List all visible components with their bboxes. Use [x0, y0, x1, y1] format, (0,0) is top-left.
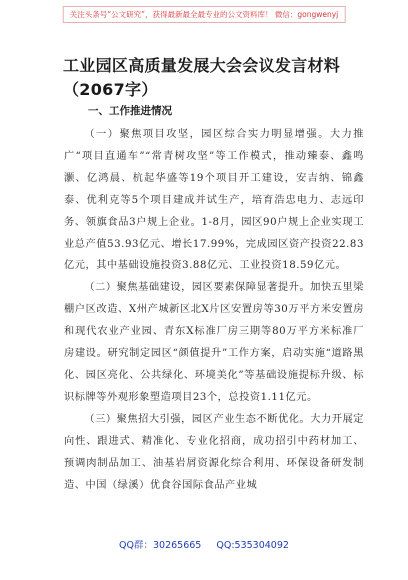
paragraph-project-focus: （一）聚焦项目攻坚，园区综合实力明显增强。大力推广“项目直通车”“常青树攻坚”等工作模式，推动臻泰、鑫鸣灏、亿鸿晨、杭起华盛等19个项目开工建设，安吉纳、锦鑫泰、优利克等5个项目建成并试生产，培育浩忠电力、志远印务、领旗食品3户规上企业。1-8月，园区90户规上企业实现工业总产值53.93亿元、增长17.99%，完成园区资产投资22.83亿元，其中基础设施投资3.88亿元、工业投资18.59亿元。 — [64, 129, 364, 272]
section-heading: 一、工作推进情况 — [88, 105, 172, 117]
contact-footer — [0, 537, 408, 551]
promo-banner: 关注头条号“公文研究”，获得最新最全最专业的公文资料库！ 微信：gongwenyj — [63, 6, 346, 23]
paragraph-infrastructure: （二）聚焦基础建设，园区要素保障显著提升。加快五里梁棚户区改造、X州产城新区北X片区安置房等30万平方米安置房和现代农业产业园、青东X标准厂房三期等80万平方米标准厂房建设。研究制定园区“颜值提升”工作方案，启动实施“道路黑化、园区亮化、公共绿化、环境美化”等基础设施提标升级、标识标牌等外观形象塑造项目23个，总投资1.11亿元。 — [64, 282, 364, 403]
qq-text: QQ:535304092 — [216, 540, 289, 551]
paragraph-investment: （三）聚焦招大引强，园区产业生态不断优化。大力开展定向性、跟进式、精准化、专业化招商，成功招引中药材加工、预调肉制品加工、油基岩屑资源化综合利用、环保设备研发制造、中国（绿溪）优食谷国际食品产业城 — [64, 413, 364, 491]
document-title: 工业园区高质量发展大会会议发言材料（2067字） — [63, 56, 341, 99]
document-body — [64, 124, 364, 496]
qq-group-text: QQ群：30265665 — [119, 540, 202, 551]
